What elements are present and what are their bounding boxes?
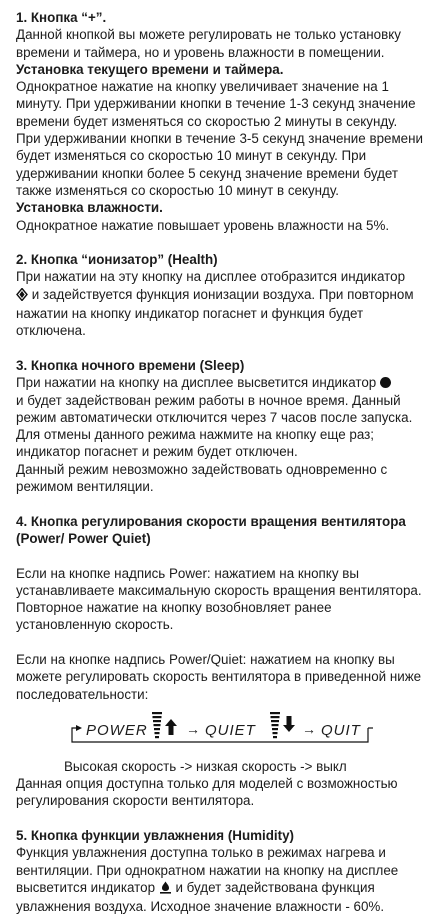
section-4-paragraph-2: Если на кнопке надпись Power/Quiet: нажатием на кнопку вы можете регулировать скорость вентилятора в приведенной ниже последовательности: bbox=[16, 651, 422, 702]
quit-label: QUIT bbox=[321, 721, 361, 739]
section-3-line-1-wrap bbox=[16, 374, 425, 391]
sequence-caption: Высокая скорость -> низкая скорость -> выкл bbox=[64, 758, 347, 774]
ionizer-icon bbox=[16, 288, 28, 305]
section-2-title: 2. Кнопка “ионизатор” (Health) bbox=[16, 252, 218, 268]
section-4-title: 4. Кнопка регулирования скорости вращения вентилятора (Power/ Power Quiet) bbox=[16, 513, 406, 546]
section-2-body bbox=[16, 286, 425, 340]
section-5-paragraph-1: Функция увлажнения доступна только в режимах нагрева и вентиляции. При однократном нажатии на кнопку на дисплее высветится индикатор bbox=[16, 845, 399, 895]
arrow-1: → bbox=[186, 720, 200, 737]
arrow-2: → bbox=[302, 720, 316, 737]
section-1-paragraph-2: При удерживании кнопки в течение 3-5 секунд значение времени будет изменяться со скоростью 10 минут в секунду. При удерживании кнопки более 5 секунд значение времени будет также изменяться со скоростью 10 минут в секунду. bbox=[16, 131, 423, 198]
section-3-line-1: При нажатии на кнопку на дисплее высветится индикатор bbox=[16, 375, 377, 391]
section-4-paragraph-3: Данная опция доступна только для моделей с возможностью регулирования скорости вентилятора. bbox=[16, 776, 398, 809]
section-1-subtitle-time: Установка текущего времени и таймера. bbox=[16, 61, 284, 77]
sleep-indicator-icon bbox=[380, 377, 391, 388]
fan-speed-sequence-diagram bbox=[16, 706, 425, 752]
section-1-title: 1. Кнопка “+”. bbox=[16, 10, 107, 25]
section-3-title: 3. Кнопка ночного времени (Sleep) bbox=[16, 357, 245, 373]
section-5-title: 5. Кнопка функции увлажнения (Humidity) bbox=[16, 828, 295, 844]
section-3-paragraph-2: Данный режим невозможно задействовать одновременно с режимом вентиляции. bbox=[16, 461, 388, 495]
section-1-paragraph-3: Однократное нажатие повышает уровень влажности на 5%. bbox=[16, 217, 390, 233]
section-4-paragraph-1: Если на кнопке надпись Power: нажатием на кнопку вы устанавливаете максимальную скорость вращения вентилятора. Повторное нажатие на кнопку возобновляет ранее установленную скорость. bbox=[16, 565, 422, 633]
quiet-label: QUIET bbox=[205, 721, 256, 739]
section-2-line-2: и задействуется функция ионизации воздуха. При повторном нажатии на кнопку индикатор погаснет и функция будет отключена. bbox=[16, 286, 414, 339]
section-2-line-1: При нажатии на эту кнопку на дисплее отобразится индикатор bbox=[16, 269, 406, 285]
quiet-bars-icon bbox=[270, 712, 280, 738]
section-3-paragraph-1: и будет задействован режим работы в ночное время. Данный режим автоматически отключится через 7 часов после запуска. Для отмены данного режима нажмите на кнопку еще раз; индикатор погаснет и режим будет отключен. bbox=[16, 392, 413, 460]
section-5-body bbox=[16, 844, 425, 915]
power-label: POWER bbox=[86, 721, 148, 739]
section-1-paragraph-1: Однократное нажатие на кнопку увеличивает значение на 1 минуту. При удерживании кнопки в течение 1-3 секунд значение времени будет изменяться со скоростью 2 минуты в секунду. bbox=[16, 79, 416, 129]
section-1-subtitle-humidity: Установка влажности. bbox=[16, 200, 163, 216]
section-5-paragraph-2: и будет задействована функция увлажнения воздуха. Исходное значение влажности - 60%. bbox=[16, 879, 385, 915]
section-1-intro: Данной кнопкой вы можете регулировать не только установку времени и таймера, но и уровень влажности в помещении. bbox=[16, 27, 401, 60]
power-bars-icon bbox=[152, 712, 162, 738]
